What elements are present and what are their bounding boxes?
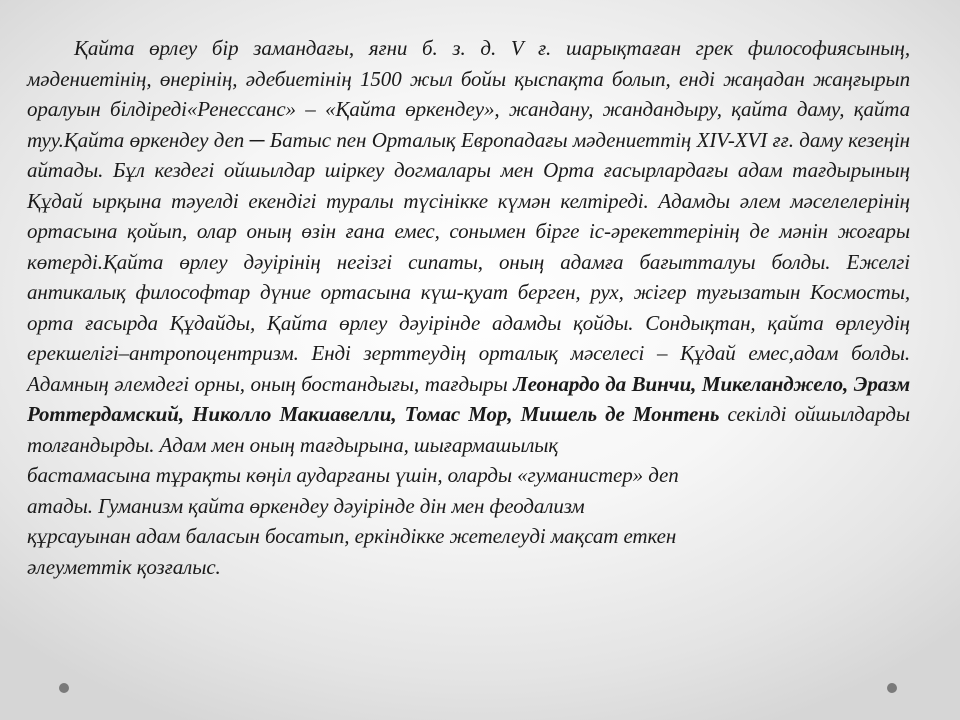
decorative-dot-right bbox=[887, 683, 897, 693]
paragraph-continuation: секілді ойшылдарды толғандырды. Адам мен оның тағдырына, шығармашылық bbox=[27, 402, 910, 457]
tail-line: құрсауынан адам баласын босатып, еркіндікке жетелеуді мақсат еткен bbox=[27, 524, 677, 548]
tail-lines bbox=[27, 460, 827, 582]
bold-philosopher-names: Леонардо да Винчи, Микеланджело, Эразм Роттердамский, Николло Макиавелли, Томас Мор, Мишель де Монтень bbox=[27, 371, 910, 426]
decorative-dot-left bbox=[59, 683, 69, 693]
tail-line: атады. Гуманизм қайта өркендеу дәуірінде дін мен феодализм bbox=[27, 493, 585, 518]
tail-line: әлеуметтік қозғалыс. bbox=[27, 554, 221, 579]
main-paragraph bbox=[27, 33, 910, 460]
paragraph-text: Қайта өрлеу бір замандағы, яғни б. з. д. V ғ. шарықтаған грек философиясының, мәдениетінің, өнерінің, әдебиетінің 1500 жыл бойы қыспақта болып, енді жаңадан жаңғырып оралуын білдіреді«Ренессанс» – «Қайта өркендеу», жандану, жандандыру, қайта даму, қайта туу.Қайта өркендеу деп ─ Батыс пен Орталық Европадағы мәдениеттің XIV-XVI ғғ. даму кезеңін айтады. Бұл кездегі ойшылдар шіркеу догмалары мен Орта ғасырлардағы адам тағдырының Құдай ырқына тәуелді екендігі туралы түсінікке күмән келтіреді. Адамды әлем мәселелерінің ортасына қойып, олар оның өзін ғана емес, сонымен бірге іс-әрекеттерінің де мәнін жоғары көтерді.Қайта өрлеу дәуірінің негізгі сипаты, оның адамға бағытталуы болды. Ежелгі антикалық философтар дүние ортасына күш-қуат берген, рух, жігер туғызатын Космосты, орта ғасырда Құдайды, Қайта өрлеу дәуірінде адамды қойды. Сондықтан, қайта өрлеудің ерекшелігі–антропоцентризм. Енді зерттеудің орталық мәселесі – Құдай емес,адам болды. Адамның әлемдегі орны, оның бостандығы, тағдыры bbox=[27, 36, 910, 396]
tail-line: бастамасына тұрақты көңіл аударғаны үшін, оларды «гуманистер» деп bbox=[27, 463, 679, 487]
slide-text-body bbox=[27, 33, 910, 582]
